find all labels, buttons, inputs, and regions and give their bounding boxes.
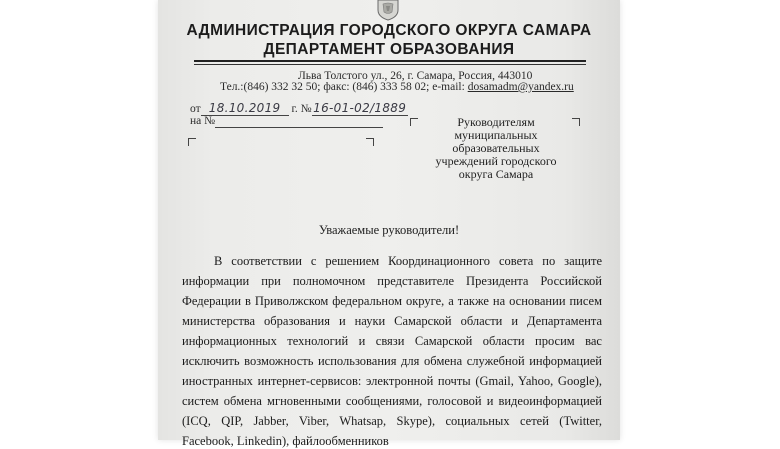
contact-line — [220, 81, 574, 93]
letter-number: 16-01-02/1889 — [313, 101, 407, 115]
body-text-line: Федерации в Приволжском федеральном округе, а также на основании писем — [182, 294, 602, 308]
body-text-line: исключить возможность использования для обмена служебной информацией — [182, 354, 602, 368]
phone-fax: Тел.:(846) 332 32 50; факс: (846) 333 58 02; e-mail: — [220, 81, 465, 93]
letter-date: 18.10.2019 — [208, 101, 281, 115]
recipient-line: Руководителям — [457, 115, 535, 129]
recipient-line: округа Самара — [458, 167, 534, 181]
recipient-line: учреждений городского — [435, 154, 557, 168]
corner-mark — [188, 138, 196, 146]
recipient-line: муниципальных — [454, 128, 538, 142]
letter-page — [158, 0, 620, 448]
corner-mark — [366, 138, 374, 146]
header-divider-thick — [194, 60, 586, 62]
recipient-block — [426, 116, 566, 181]
number-prefix: г. № — [291, 103, 312, 115]
body-text-line: Facebook, Linkedin), файлообменников — [182, 434, 389, 448]
body-text-line: иностранных интернет-сервисов: электронной почты (Gmail, Yahoo, Google), — [182, 374, 602, 388]
postal-address: Льва Толстого ул., 26, г. Самара, Россия, 443010 — [298, 70, 533, 82]
recipient-line: образовательных — [452, 141, 540, 155]
body-text-line: информационных технологий и связи Самарской области просим вас — [182, 334, 602, 348]
greeting: Уважаемые руководители! — [318, 223, 460, 237]
body-text-line: министерства образования и науки Самарской области и Департамента — [182, 314, 602, 328]
department-name: ДЕПАРТАМЕНТ ОБРАЗОВАНИЯ — [263, 41, 515, 58]
email-address: dosamadm@yandex.ru — [467, 81, 574, 93]
body-text-line: В соответствии с решением Координационного совета по защите — [214, 254, 602, 268]
from-prefix: от — [190, 103, 201, 115]
body-text-line: информации при полномочном представителе Президента Российской — [182, 274, 602, 288]
corner-mark — [410, 118, 418, 126]
reference-prefix: на № — [190, 115, 216, 127]
body-text-line: систем обмена мгновенными сообщениями, голосовой и видеоинформацией — [182, 394, 602, 408]
reference-line — [190, 115, 383, 128]
registration-line — [190, 101, 408, 116]
coat-of-arms-icon — [374, 0, 402, 20]
corner-mark — [572, 118, 580, 126]
header-divider-thin — [194, 64, 586, 65]
organization-name: АДМИНИСТРАЦИЯ ГОРОДСКОГО ОКРУГА САМАРА — [186, 22, 592, 39]
body-text-line: (ICQ, QIP, Jabber, Viber, Whatsap, Skype), социальных сетей (Twitter, — [182, 414, 602, 428]
